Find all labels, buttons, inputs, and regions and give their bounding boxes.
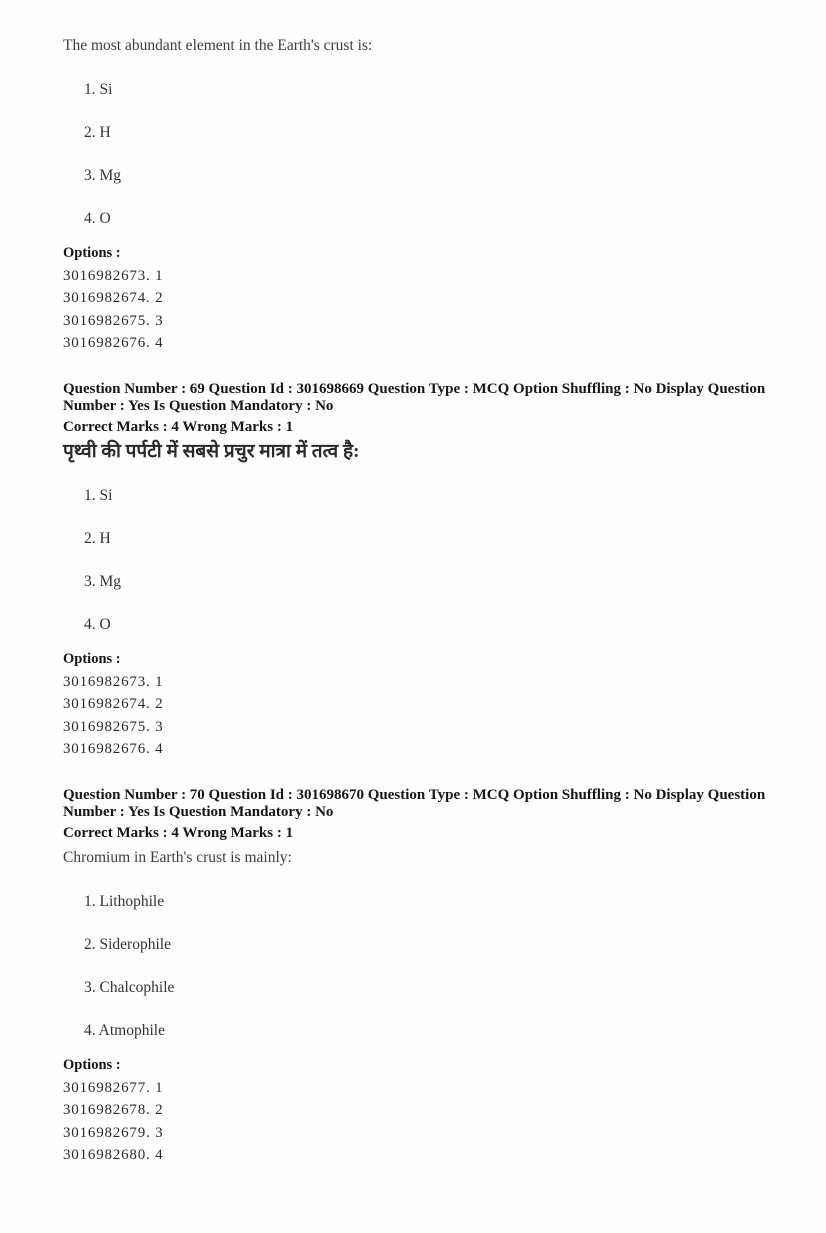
option-id-row: 3016982676. 4 xyxy=(63,741,164,757)
question-meta: Question Number : 70 Question Id : 301698670 Question Type : MCQ Option Shuffling : No Display Question Number : Yes Is Question Mandatory : No xyxy=(63,787,766,820)
option-id-row: 3016982680. 4 xyxy=(63,1147,164,1163)
options-label: Options : xyxy=(63,245,121,261)
option-id-row: 3016982678. 2 xyxy=(63,1102,164,1118)
question-section xyxy=(63,381,768,757)
option-id-row: 3016982674. 2 xyxy=(63,290,164,306)
question-text: पृथ्वी की पर्पटी में सबसे प्रचुर मात्रा में तत्व है: xyxy=(63,441,360,462)
option-id-row: 3016982675. 3 xyxy=(63,718,164,735)
question-section xyxy=(63,36,768,351)
choice-item: 1. Si xyxy=(84,81,113,98)
choice-item: 2. Siderophile xyxy=(84,936,171,953)
option-id-row: 3016982673. 1 xyxy=(63,267,164,284)
options-label: Options : xyxy=(63,1057,121,1073)
choice-item: 1. Lithophile xyxy=(84,893,165,910)
choices-list xyxy=(63,488,768,633)
option-id-list xyxy=(63,1081,768,1164)
choice-item: 1. Si xyxy=(84,487,113,504)
choice-item: 4. Atmophile xyxy=(84,1022,165,1039)
option-id-list xyxy=(63,675,768,758)
choice-item: 2. H xyxy=(84,530,111,547)
choice-item: 2. H xyxy=(84,124,111,141)
option-id-row: 3016982677. 1 xyxy=(63,1079,164,1096)
options-label: Options : xyxy=(63,651,121,667)
question-text: Chromium in Earth's crust is mainly: xyxy=(63,849,292,866)
option-id-row: 3016982679. 3 xyxy=(63,1124,164,1141)
marks-line: Correct Marks : 4 Wrong Marks : 1 xyxy=(63,419,294,435)
choice-item: 4. O xyxy=(84,210,111,227)
option-id-row: 3016982674. 2 xyxy=(63,696,164,712)
choices-list xyxy=(63,894,768,1039)
choice-item: 4. O xyxy=(84,616,111,633)
option-id-row: 3016982675. 3 xyxy=(63,312,164,329)
question-text: The most abundant element in the Earth's crust is: xyxy=(63,37,373,54)
option-id-list xyxy=(63,269,768,352)
choice-item: 3. Chalcophile xyxy=(84,979,175,996)
question-meta: Question Number : 69 Question Id : 301698669 Question Type : MCQ Option Shuffling : No Display Question Number : Yes Is Question Mandatory : No xyxy=(63,381,766,414)
question-section xyxy=(63,787,768,1163)
choice-item: 3. Mg xyxy=(84,167,122,184)
option-id-row: 3016982673. 1 xyxy=(63,673,164,690)
choices-list xyxy=(63,82,768,227)
marks-line: Correct Marks : 4 Wrong Marks : 1 xyxy=(63,825,294,841)
option-id-row: 3016982676. 4 xyxy=(63,335,164,351)
choice-item: 3. Mg xyxy=(84,573,122,590)
